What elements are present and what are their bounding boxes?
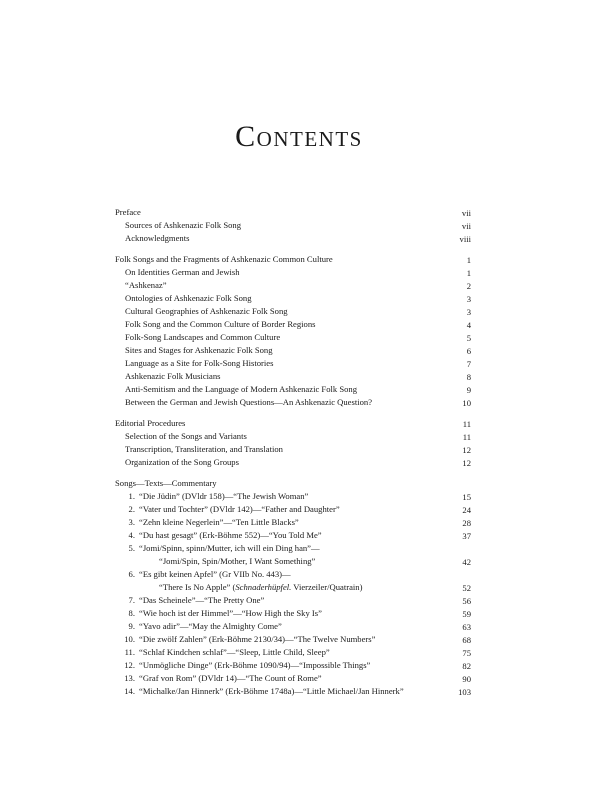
toc-page-number: 3 — [466, 307, 471, 317]
toc-entry-title: Sources of Ashkenazic Folk Song — [125, 220, 242, 230]
toc-page-number: 12 — [462, 458, 471, 468]
toc-entry-title: Transcription, Transliteration, and Translation — [125, 444, 283, 454]
toc-page-number: 11 — [462, 432, 471, 442]
toc-entry-title: Sites and Stages for Ashkenazic Folk Song — [125, 345, 273, 355]
song-number: 11. — [124, 647, 135, 657]
toc-section-folk-songs[interactable] — [115, 253, 471, 266]
toc-entry-title: Selection of the Songs and Variants — [125, 431, 247, 441]
song-title: “Schlaf Kindchen schlaf”—“Sleep, Little Child, Sleep” — [139, 647, 330, 657]
toc-entry-title: Language as a Site for Folk-Song Histories — [125, 358, 274, 368]
toc-entry[interactable] — [115, 430, 471, 443]
song-title: “Michalke/Jan Hinnerk” (Erk-Böhme 1748a)—“Little Michael/Jan Hinnerk” — [139, 686, 404, 696]
toc-page-number: 90 — [462, 674, 471, 684]
toc-page-number: 63 — [462, 622, 471, 632]
toc-entry[interactable] — [115, 456, 471, 469]
toc-page-number: 9 — [466, 385, 471, 395]
toc-entry[interactable] — [115, 292, 471, 305]
table-of-contents — [115, 206, 471, 698]
toc-entry[interactable] — [115, 383, 471, 396]
toc-page-number: 56 — [462, 596, 471, 606]
song-number: 13. — [124, 673, 135, 683]
song-entry[interactable] — [115, 633, 471, 646]
toc-page-number: 6 — [466, 346, 471, 356]
song-title: “Jomi/Spinn, spinn/Mutter, ich will ein Ding han”— — [139, 543, 320, 553]
toc-entry-title: Preface — [115, 207, 141, 217]
toc-entry[interactable] — [115, 305, 471, 318]
song-title: “Die Jüdin” (DVldr 158)—“The Jewish Woman” — [139, 491, 309, 501]
song-title: “Wie hoch ist der Himmel”—“How High the Sky Is” — [139, 608, 322, 618]
song-entry[interactable] — [115, 620, 471, 633]
toc-entry-title: On Identities German and Jewish — [125, 267, 240, 277]
toc-entry[interactable] — [115, 219, 471, 232]
toc-page-number: 5 — [466, 333, 471, 343]
song-entry[interactable] — [115, 503, 471, 516]
song-entry[interactable] — [115, 516, 471, 529]
page-title: Contents — [235, 120, 363, 153]
song-entry[interactable] — [115, 607, 471, 620]
toc-entry[interactable] — [115, 396, 471, 409]
toc-page-number: 12 — [462, 445, 471, 455]
song-entry[interactable] — [115, 646, 471, 659]
song-number: 4. — [128, 530, 135, 540]
song-entry[interactable] — [115, 568, 471, 581]
toc-page-number: vii — [461, 208, 471, 218]
song-title: “Yavo adir”—“May the Almighty Come” — [139, 621, 282, 631]
toc-entry-title: Folk-Song Landscapes and Common Culture — [125, 332, 281, 342]
toc-page-number: 15 — [462, 492, 471, 502]
toc-entry-title: Between the German and Jewish Questions—An Ashkenazic Question? — [125, 397, 373, 407]
song-title: “Es gibt keinen Apfel” (Gr VIIb No. 443)— — [139, 569, 291, 579]
toc-page-number: 11 — [462, 419, 471, 429]
toc-page-number: 7 — [466, 359, 471, 369]
toc-page-number: 28 — [462, 518, 471, 528]
toc-entry[interactable] — [115, 279, 471, 292]
continuation-italic-text: Schnaderhüpfel. — [235, 582, 292, 592]
toc-entry[interactable] — [115, 344, 471, 357]
song-title: “Das Scheinele”—“The Pretty One” — [139, 595, 265, 605]
toc-page-number: 42 — [462, 557, 471, 567]
song-title-continuation: “Jomi/Spin, Spin/Mother, I Want Something” — [159, 556, 316, 566]
toc-entry-title: Folk Song and the Common Culture of Border Regions — [125, 319, 316, 329]
toc-entry[interactable] — [115, 331, 471, 344]
toc-page-number: 8 — [466, 372, 471, 382]
song-entry-continuation[interactable] — [115, 581, 471, 594]
song-title: “Unmögliche Dinge” (Erk-Böhme 1090/94)—“Impossible Things” — [139, 660, 371, 670]
continuation-text: “There Is No Apple” ( — [159, 582, 236, 592]
toc-page-number: 75 — [462, 648, 471, 658]
song-number: 2. — [128, 504, 135, 514]
song-number: 12. — [124, 660, 135, 670]
toc-page-number: 59 — [462, 609, 471, 619]
toc-page-number: 82 — [462, 661, 471, 671]
song-entry[interactable] — [115, 529, 471, 542]
toc-page-number: 4 — [466, 320, 471, 330]
song-number: 1. — [128, 491, 135, 501]
toc-entry-title: Editorial Procedures — [115, 418, 186, 428]
toc-entry[interactable] — [115, 443, 471, 456]
song-number: 14. — [124, 686, 135, 696]
song-number: 10. — [124, 634, 135, 644]
toc-entry-title: Folk Songs and the Fragments of Ashkenazic Common Culture — [115, 254, 333, 264]
song-number: 3. — [128, 517, 135, 527]
song-entry-continuation[interactable] — [115, 555, 471, 568]
toc-entry-title: Ontologies of Ashkenazic Folk Song — [125, 293, 252, 303]
toc-page-number: 1 — [466, 255, 471, 265]
toc-entry[interactable] — [115, 318, 471, 331]
toc-page-number: 52 — [462, 583, 471, 593]
toc-page-number: 2 — [466, 281, 471, 291]
toc-entry[interactable] — [115, 266, 471, 279]
toc-entry[interactable] — [115, 232, 471, 245]
song-entry[interactable] — [115, 542, 471, 555]
toc-entry[interactable] — [115, 370, 471, 383]
toc-page-number: 24 — [462, 505, 471, 515]
toc-entry-title: Organization of the Song Groups — [125, 457, 239, 467]
toc-section-songs[interactable] — [115, 477, 471, 490]
continuation-text: Vierzeiler/Quatrain) — [291, 582, 363, 592]
song-entry[interactable] — [115, 594, 471, 607]
song-title-continuation — [159, 581, 362, 594]
toc-section-editorial[interactable] — [115, 417, 471, 430]
song-entry[interactable] — [115, 672, 471, 685]
song-number: 6. — [128, 569, 135, 579]
song-entry[interactable] — [115, 685, 471, 698]
song-title: “Vater und Tochter” (DVldr 142)—“Father and Daughter” — [139, 504, 340, 514]
toc-entry-title: Songs—Texts—Commentary — [115, 478, 217, 488]
song-title: “Die zwölf Zahlen” (Erk-Böhme 2130/34)—“The Twelve Numbers” — [139, 634, 376, 644]
song-entry[interactable] — [115, 490, 471, 503]
toc-entry-title: Acknowledgments — [125, 233, 190, 243]
song-number: 8. — [128, 608, 135, 618]
toc-page-number: viii — [459, 234, 471, 244]
toc-page-number: 37 — [462, 531, 471, 541]
toc-page-number: 3 — [466, 294, 471, 304]
toc-entry-title: Anti-Semitism and the Language of Modern Ashkenazic Folk Song — [125, 384, 357, 394]
song-title: “Zehn kleine Negerlein”—“Ten Little Blacks” — [139, 517, 299, 527]
song-title: “Graf von Rom” (DVldr 14)—“The Count of Rome” — [139, 673, 322, 683]
toc-page-number: 1 — [466, 268, 471, 278]
song-number: 9. — [128, 621, 135, 631]
toc-entry-title: Ashkenazic Folk Musicians — [125, 371, 221, 381]
toc-page-number: 103 — [458, 687, 471, 697]
toc-entry[interactable] — [115, 357, 471, 370]
toc-page-number: 68 — [462, 635, 471, 645]
toc-page-number: 10 — [462, 398, 471, 408]
toc-page-number: vii — [461, 221, 471, 231]
toc-entry-title: Cultural Geographies of Ashkenazic Folk Song — [125, 306, 288, 316]
toc-entry-title: “Ashkenaz” — [125, 280, 167, 290]
song-entry[interactable] — [115, 659, 471, 672]
song-number: 7. — [128, 595, 135, 605]
toc-section-preface[interactable] — [115, 206, 471, 219]
song-title: “Du hast gesagt” (Erk-Böhme 552)—“You Told Me” — [139, 530, 322, 540]
song-number: 5. — [128, 543, 135, 553]
